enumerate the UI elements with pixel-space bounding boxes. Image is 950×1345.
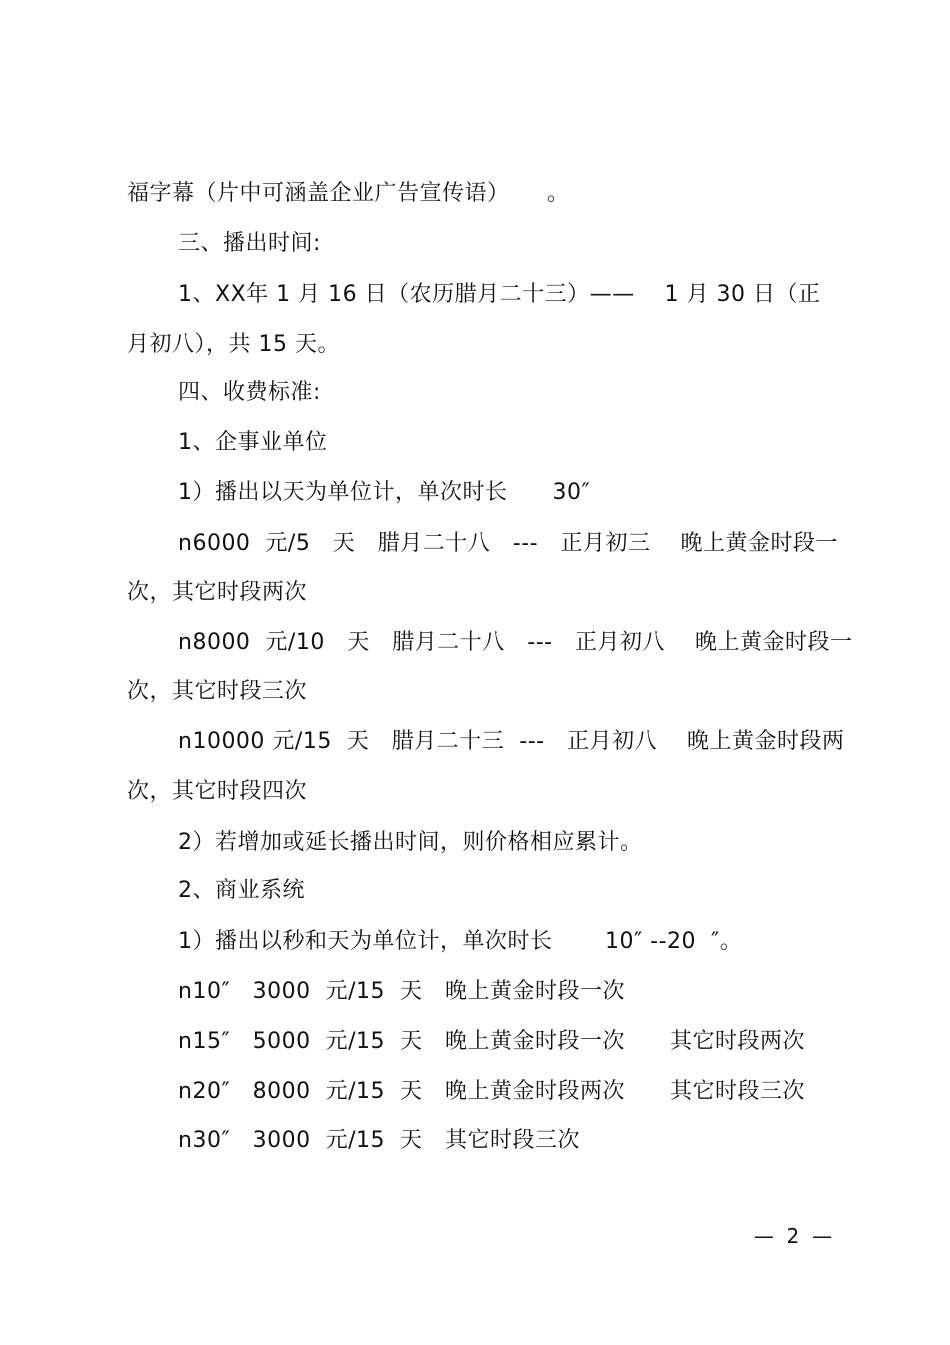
subheading-enterprises: 1、企事业单位 bbox=[178, 430, 328, 455]
page-number: — 2 — bbox=[753, 1224, 832, 1248]
text-line-4: 月初八），共 15 天。 bbox=[127, 332, 340, 357]
price-line-15s: n15″ 5000 元/15 天 晚上黄金时段一次 其它时段两次 bbox=[178, 1029, 805, 1054]
subheading-commercial: 2、商业系统 bbox=[178, 878, 305, 903]
text-line-16: 1）播出以秒和天为单位计，单次时长 10″ --20 ″。 bbox=[178, 929, 743, 954]
section-heading-broadcast-time: 三、播出时间: bbox=[178, 231, 321, 256]
price-line-8000: n8000 元/10 天 腊月二十八 --- 正月初八 晚上黄金时段一 bbox=[178, 630, 853, 655]
price-line-10000-cont: 次，其它时段四次 bbox=[127, 779, 308, 804]
price-line-10s: n10″ 3000 元/15 天 晚上黄金时段一次 bbox=[178, 979, 625, 1004]
price-line-30s: n30″ 3000 元/15 天 其它时段三次 bbox=[178, 1128, 580, 1153]
price-line-8000-cont: 次，其它时段三次 bbox=[127, 679, 308, 704]
text-line-7: 1）播出以天为单位计，单次时长 30″ bbox=[178, 480, 591, 505]
price-line-10000: n10000 元/15 天 腊月二十三 --- 正月初八 晚上黄金时段两 bbox=[178, 729, 845, 754]
text-line-1: 福字幕（片中可涵盖企业广告宣传语） 。 bbox=[127, 181, 570, 206]
price-line-6000-cont: 次，其它时段两次 bbox=[127, 580, 308, 605]
text-line-3: 1、XX年 1 月 16 日（农历腊月二十三）—— 1 月 30 日（正 bbox=[178, 282, 821, 307]
price-line-6000: n6000 元/5 天 腊月二十八 --- 正月初三 晚上黄金时段一 bbox=[178, 531, 839, 556]
text-line-14: 2）若增加或延长播出时间，则价格相应累计。 bbox=[178, 830, 643, 855]
price-line-20s: n20″ 8000 元/15 天 晚上黄金时段两次 其它时段三次 bbox=[178, 1079, 805, 1104]
section-heading-fee-standard: 四、收费标准: bbox=[178, 380, 321, 405]
